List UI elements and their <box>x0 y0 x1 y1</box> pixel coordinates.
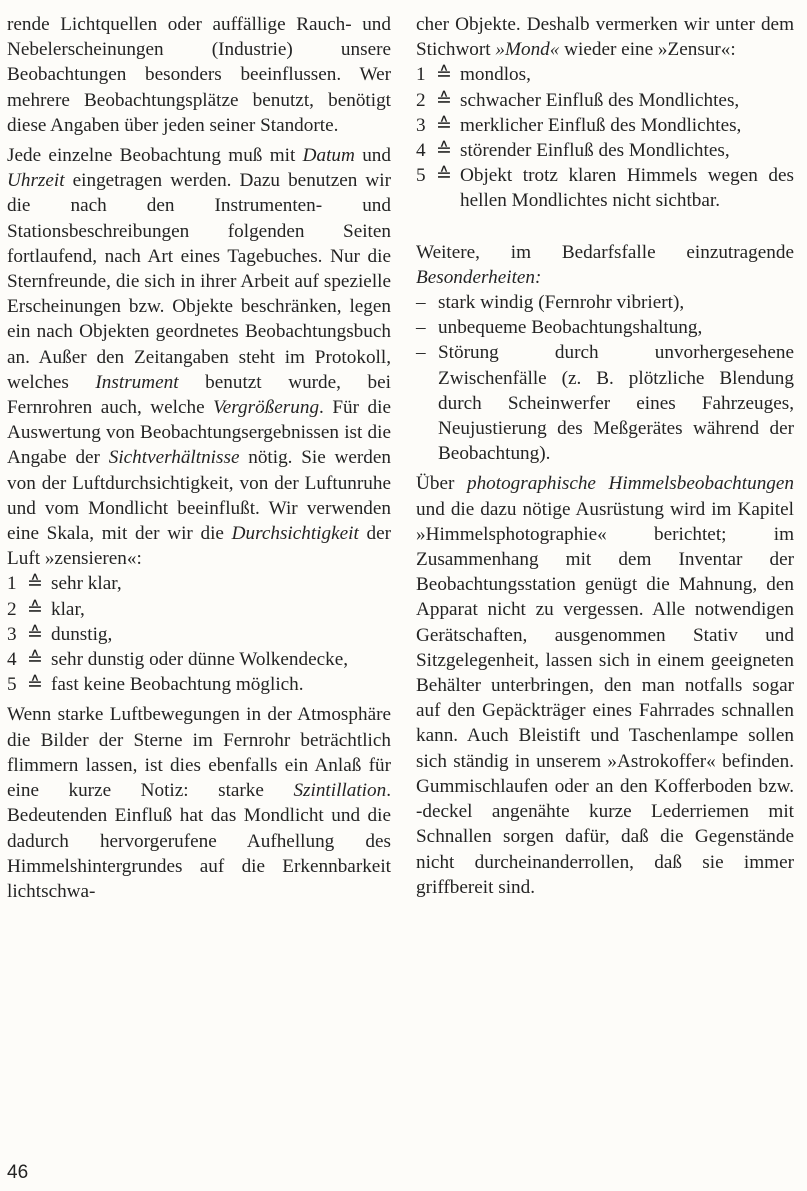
paragraph-light-sources: rende Lichtquellen oder auffällige Rauch- und Nebelerscheinungen (Industrie) unsere Beobachtungen besonders beeinflussen. Wer mehrere Beobachtungsplätze benutzt, benötigt diese Angaben über jeden seiner Standorte. <box>7 14 391 136</box>
scale-text: sehr klar, <box>51 573 122 595</box>
term-vergroesserung: Vergrößerung <box>213 397 320 419</box>
term-besonderheiten: Besonderheiten: <box>416 266 542 288</box>
scale-number: 1 <box>416 64 426 86</box>
scale-number: 2 <box>7 598 17 620</box>
scale-text: dunstig, <box>51 623 113 645</box>
text-span: der Luft »zensieren«: <box>7 523 391 570</box>
text-span: und die dazu nötige Ausrüstung wird im Kapitel »Himmelsphotographie« berichtet; im Zusammenhang mit dem Inventar der Beobachtungsstation genügt die Mahnung, den Apparat nicht zu vergessen. Alle notwendigen Gerätschaften, ausgenommen Stativ und Sitzgelegenheit, lassen sich in einem geeigneten Behälter unterbringen, den man notfalls sogar auf den Gepäckträger eines Fahrrades schnallen kann. Auch Bleistift und Taschenlampe sollen sich ständig in unserem »Astrokoffer« befinden. Gummischlaufen oder an den Kofferboden bzw. -deckel angenähte kurze Lederriemen mit Schnallen sorgen dafür, daß die Gegenstände nicht durcheinanderrollen, daß sie immer griffbereit sind. <box>416 498 794 898</box>
right-column <box>416 12 794 900</box>
list-item <box>416 113 794 138</box>
list-item <box>416 88 794 113</box>
list-item <box>416 290 794 315</box>
list-item <box>7 597 391 622</box>
scale-number: 1 <box>7 573 17 595</box>
scale-text: Objekt trotz klaren Himmels wegen des hellen Mondlichtes nicht sichtbar. <box>460 165 794 212</box>
paragraph-observation-log <box>7 143 391 571</box>
scale-number: 4 <box>416 140 426 162</box>
term-instrument: Instrument <box>95 371 179 393</box>
list-item-text: unbequeme Beobachtungshaltung, <box>438 317 703 339</box>
dash-marker: – <box>416 317 426 339</box>
list-item <box>416 315 794 340</box>
corresponds-symbol: ≙ <box>27 674 44 696</box>
text-span: Über <box>416 473 467 495</box>
text-span: Wenn starke Luftbewegungen in der Atmosphäre die Bilder der Sterne im Fernrohr beträchtlich flimmern lassen, ist dies ebenfalls ein Anlaß für eine kurze Notiz: starke <box>7 704 391 802</box>
term-photographische-himmelsbeobachtungen: photographische Himmelsbeobachtungen <box>466 473 794 495</box>
text-span: benutzt wurde, bei Fernrohren auch, welche <box>7 371 391 419</box>
scale-text: klar, <box>51 598 85 620</box>
paragraph-scintillation <box>7 702 391 904</box>
corresponds-symbol: ≙ <box>436 64 453 86</box>
corresponds-symbol: ≙ <box>436 140 453 162</box>
list-item <box>416 340 794 466</box>
text-span: nötig. Sie werden von der Luftdurchsichtigkeit, von der Luftunruhe und vom Mondlicht beeinflußt. Wir verwenden eine Skala, mit der wir die <box>7 447 391 545</box>
scale-number: 5 <box>7 674 17 696</box>
scale-number: 3 <box>7 623 17 645</box>
list-item <box>7 571 391 596</box>
term-szintillation: Szintillation <box>293 780 387 802</box>
scale-number: 4 <box>7 649 17 671</box>
scale-number: 5 <box>416 165 426 187</box>
scale-text: merklicher Einfluß des Mondlichtes, <box>460 114 742 136</box>
transparency-scale-list <box>7 571 391 697</box>
scale-text: sehr dunstig oder dünne Wolkendecke, <box>51 649 349 671</box>
scale-text: fast keine Beobachtung möglich. <box>51 674 304 696</box>
left-column <box>7 12 391 904</box>
paragraph-particulars <box>416 240 794 290</box>
term-sichtverhaeltnisse: Sichtverhältnisse <box>108 447 240 469</box>
corresponds-symbol: ≙ <box>27 623 44 645</box>
corresponds-symbol: ≙ <box>436 89 453 111</box>
corresponds-symbol: ≙ <box>27 598 44 620</box>
text-span: . Bedeutenden Einfluß hat das Mondlicht und die dadurch hervorgerufene Aufhellung des Himmelshintergrundes auf die Erkennbarkeit lichtschwa- <box>7 780 391 902</box>
text-span: eingetragen werden. Dazu benutzen wir die nach den Instrumenten- und Stationsbeschreibungen folgenden Seiten fortlaufend, nach Art eines Tagebuches. Nur die Sternfreunde, die sich in ihrer Arbeit auf spezielle Erscheinungen bzw. Objekte beschränken, legen ein nach Objekten geordnetes Beobachtungsbuch an. Außer den Zeitangaben steht im Protokoll, welches <box>7 170 391 393</box>
paragraph-photography <box>416 471 794 899</box>
list-item-text: stark windig (Fernrohr vibriert), <box>438 292 685 314</box>
scale-text: störender Einfluß des Mondlichtes, <box>460 140 730 162</box>
list-item <box>416 62 794 87</box>
term-durchsichtigkeit: Durchsichtigkeit <box>231 523 359 545</box>
paragraph-moon <box>416 12 794 62</box>
term-datum: Datum <box>302 145 355 167</box>
corresponds-symbol: ≙ <box>27 573 44 595</box>
scale-number: 3 <box>416 114 426 136</box>
corresponds-symbol: ≙ <box>436 165 453 187</box>
list-item <box>7 622 391 647</box>
text-span: cher Objekte. Deshalb vermerken wir unter dem Stichwort <box>416 14 794 61</box>
particulars-list <box>416 290 794 466</box>
list-item <box>416 163 794 213</box>
dash-marker: – <box>416 292 426 314</box>
text-span: Jede einzelne Beobachtung muß mit <box>7 145 303 167</box>
scale-text: mondlos, <box>460 64 531 86</box>
moon-scale-list <box>416 62 794 213</box>
list-item <box>7 647 391 672</box>
list-item <box>416 138 794 163</box>
dash-marker: – <box>416 342 426 364</box>
page-number: 46 <box>7 1162 29 1183</box>
list-item <box>7 672 391 697</box>
term-mond: »Mond« <box>495 39 560 61</box>
text-span: wieder eine »Zensur«: <box>559 39 736 61</box>
corresponds-symbol: ≙ <box>27 649 44 671</box>
list-item-text: Störung durch unvorhergesehene Zwischenfälle (z. B. plötzliche Blendung durch Scheinwerfer eines Fahrzeuges, Neujustierung des Meßgerätes während der Beobachtung). <box>438 342 794 465</box>
text-span: . Für die Auswertung von Beobachtungsergebnissen ist die Angabe der <box>7 397 391 469</box>
scale-number: 2 <box>416 89 426 111</box>
scale-text: schwacher Einfluß des Mondlichtes, <box>460 89 740 111</box>
term-uhrzeit: Uhrzeit <box>7 170 65 192</box>
text-span: Weitere, im Bedarfsfalle einzutragende <box>416 241 794 263</box>
text-span: und <box>354 145 391 167</box>
corresponds-symbol: ≙ <box>436 114 453 136</box>
